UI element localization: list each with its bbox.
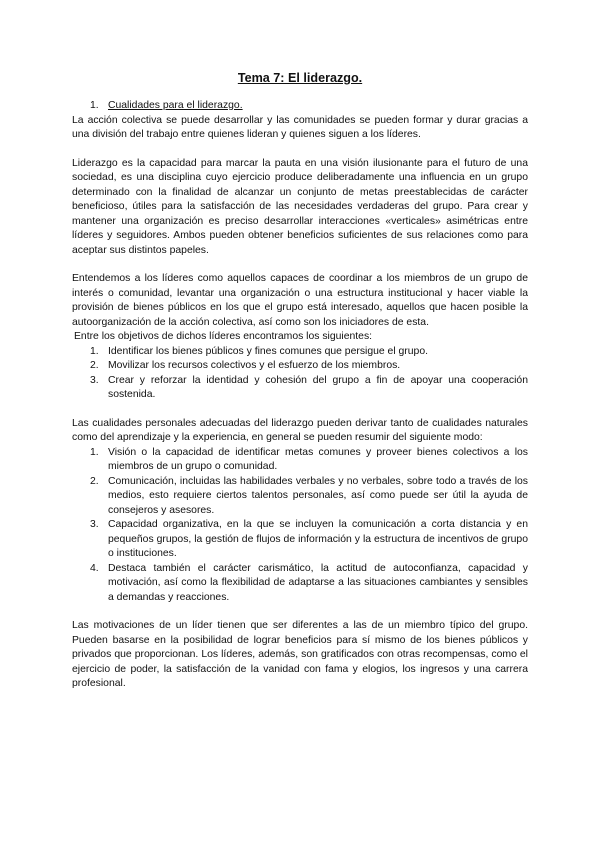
list-item (72, 359, 528, 374)
objectives-intro: Entre los objetivos de dichos líderes encontramos los siguientes: (74, 331, 373, 342)
section-heading (72, 99, 528, 114)
list-item (72, 562, 528, 606)
objectives-list (72, 345, 528, 403)
list-item-text: Visión o la capacidad de identificar metas comunes y proveer bienes colectivos a los miembros de un grupo o comunidad. (108, 446, 528, 472)
paragraph-3: Entendemos a los líderes como aquellos capaces de coordinar a los miembros de un grupo de interés o comunidad, levantar una organización o una estructura institucional y hacer viable la provisión de bienes públicos en los que el grupo está interesado, aquellos que hacen posible la autoorganización de la acción colectiva, así como son los iniciadores de esta. (72, 273, 528, 328)
page-title: Tema 7: El liderazgo. (237, 71, 363, 85)
section-list (72, 99, 528, 114)
section-number: 1. (90, 100, 99, 111)
section-heading-text: Cualidades para el liderazgo. (108, 100, 243, 111)
spacer (72, 605, 528, 619)
paragraph-2: Liderazgo es la capacidad para marcar la pauta en una visión ilusionante para el futuro de una sociedad, es una disciplina cuyo ejercicio produce deliberadamente una influencia en un grupo determinado con la finalidad de alcanzar un conjunto de metas preestablecidas de carácter beneficioso, útiles para la satisfacción de las necesidades verdaderas del grupo. Para crear y mantener una organización es preciso desarrollar interacciones «verticales» asimétricas entre líderes y seguidores. Ambos pueden obtener beneficios suficientes de sus relaciones como para aceptar sus distintos papeles. (72, 157, 528, 256)
list-item (72, 518, 528, 562)
paragraph-4: Las cualidades personales adecuadas del liderazgo pueden derivar tanto de cualidades naturales como del aprendizaje y la experiencia, en general se pueden resumir del siguiente modo: (72, 417, 528, 443)
list-item-number: 2. (90, 475, 99, 487)
list-item-number: 1. (90, 345, 99, 357)
qualities-list (72, 446, 528, 606)
spacer (72, 403, 528, 417)
list-item-text: Capacidad organizativa, en la que se incluyen la comunicación a corta distancia y en pequeños grupos, la gestión de flujos de información y la estructura de incentivos de grupo o instituciones. (108, 519, 528, 559)
paragraph-1: La acción colectiva se puede desarrollar y las comunidades se pueden formar y durar gracias a una división del trabajo entre quienes lideran y quienes siguen a los líderes. (72, 114, 528, 140)
list-item (72, 446, 528, 475)
list-item-text: Destaca también el carácter carismático, la actitud de autoconfianza, capacidad y motivación, así como la flexibilidad de adaptarse a las situaciones cambiantes y sensibles a demandas y reacciones. (108, 562, 528, 603)
spacer (72, 143, 528, 157)
list-item-text: Movilizar los recursos colectivos y el esfuerzo de los miembros. (108, 360, 401, 371)
list-item-number: 4. (90, 562, 99, 574)
list-item-number: 1. (90, 446, 99, 458)
list-item-text: Crear y reforzar la identidad y cohesión del grupo a fin de apoyar una cooperación sostenida. (108, 374, 528, 400)
list-item (72, 475, 528, 519)
list-item-number: 2. (90, 360, 99, 371)
spacer (72, 258, 528, 272)
list-item-text: Identificar los bienes públicos y fines comunes que persigue el grupo. (108, 345, 428, 357)
paragraph-5: Las motivaciones de un líder tienen que ser diferentes a las de un miembro típico del grupo. Pueden basarse en la posibilidad de lograr beneficios para sí mismo de los bienes públicos y privados que proporcionan. Los líderes, además, son gratificados con otras recompensas, como el ejercicio de poder, la satisfacción de la vanidad con fama y elogios, los ingresos y una carrera profesional. (72, 620, 528, 689)
list-item (72, 345, 528, 360)
list-item-number: 3. (90, 519, 99, 530)
list-item (72, 374, 528, 403)
list-item-number: 3. (90, 374, 99, 386)
document-page (72, 70, 528, 692)
list-item-text: Comunicación, incluidas las habilidades verbales y no verbales, sobre todo a través de los medios, esto requiere ciertos talentos personales, así como puede ser útil la ayuda de consejeros y asesores. (108, 475, 528, 516)
